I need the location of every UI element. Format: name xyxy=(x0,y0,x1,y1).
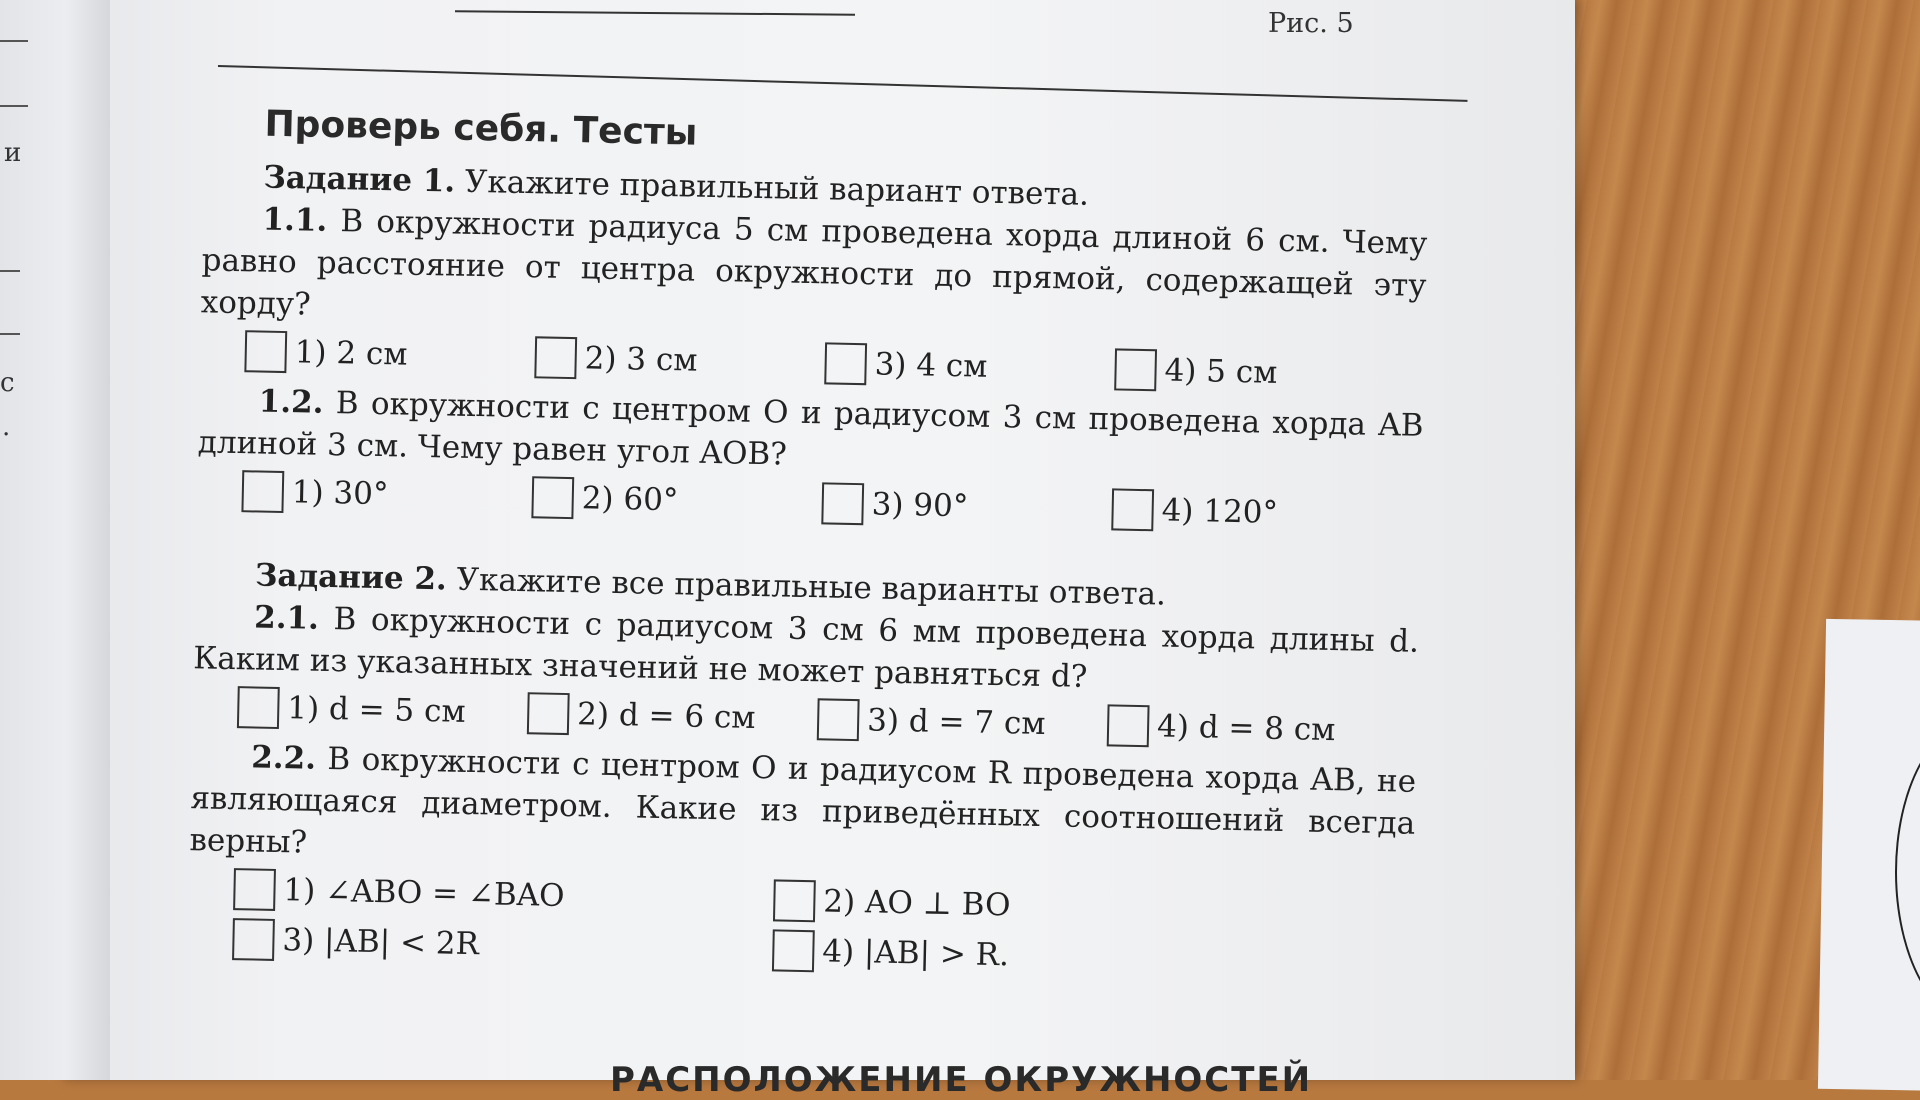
line-fragment xyxy=(0,40,28,42)
answer-checkbox[interactable] xyxy=(1111,488,1154,531)
option[interactable] xyxy=(244,330,535,378)
option[interactable] xyxy=(534,336,825,384)
figure-label: Рис. 5 xyxy=(1268,8,1354,39)
option-label: 3) 90° xyxy=(871,486,969,525)
left-page-edge xyxy=(0,0,110,1080)
option-label: 2) 60° xyxy=(581,480,679,519)
text-fragment: . xyxy=(2,412,11,442)
answer-checkbox[interactable] xyxy=(824,342,867,385)
option-label: 4) |AB| > R. xyxy=(821,933,1010,974)
option[interactable] xyxy=(1111,488,1402,536)
option-label: 1) d = 5 см xyxy=(286,690,466,730)
option[interactable] xyxy=(1114,348,1405,396)
option[interactable] xyxy=(232,918,773,971)
option[interactable] xyxy=(772,929,1313,982)
question-1-1 xyxy=(200,197,1427,349)
answer-checkbox[interactable] xyxy=(534,336,577,379)
answer-checkbox[interactable] xyxy=(1114,348,1157,391)
line-fragment xyxy=(0,270,20,272)
answer-checkbox[interactable] xyxy=(531,476,574,519)
line-fragment xyxy=(0,333,20,335)
answer-checkbox[interactable] xyxy=(821,482,864,525)
question-number: 2.1. xyxy=(253,599,320,637)
answer-checkbox[interactable] xyxy=(772,929,815,972)
option[interactable] xyxy=(531,476,822,524)
question-number: 1.2. xyxy=(258,383,324,421)
text-fragment: с xyxy=(0,368,15,398)
answer-checkbox[interactable] xyxy=(817,698,860,741)
question-2-2 xyxy=(189,735,1416,887)
option-label: 2) d = 6 см xyxy=(576,696,756,736)
option-label: 4) d = 8 см xyxy=(1156,708,1336,749)
answer-checkbox[interactable] xyxy=(233,868,276,911)
option[interactable] xyxy=(237,686,528,734)
option-label: 1) 30° xyxy=(291,474,389,513)
question-number: 1.1. xyxy=(262,201,328,239)
question-text: В окружности с радиусом 3 см 6 мм проведена хорда длины d. Каким из указанных значений не может равняться d? xyxy=(192,601,1420,695)
option[interactable] xyxy=(824,342,1115,390)
task2-instruction: Укажите все правильные варианты ответа. xyxy=(456,561,1167,613)
question-text: В окружности радиуса 5 см проведена хорда длиной 6 см. Чему равно расстояние от центра окружности до прямой, содержащей эту хорду? xyxy=(200,203,1428,323)
answer-checkbox[interactable] xyxy=(232,918,275,961)
task1-label: Задание 1. xyxy=(263,159,456,200)
option[interactable] xyxy=(773,879,1314,932)
answer-line xyxy=(455,10,855,15)
text-fragment: и xyxy=(4,138,22,168)
line-fragment xyxy=(0,105,28,107)
option-label: 2) 3 см xyxy=(584,340,698,379)
option-label: 3) |AB| < 2R xyxy=(282,922,480,963)
option[interactable] xyxy=(821,482,1112,530)
option-label: 3) d = 7 см xyxy=(866,702,1046,743)
option-label: 1) ∠ABO = ∠BAO xyxy=(283,872,565,915)
test-content xyxy=(172,102,1430,993)
option-label: 3) 4 см xyxy=(874,346,988,385)
task1-instruction: Укажите правильный вариант ответа. xyxy=(464,163,1090,213)
option[interactable] xyxy=(817,698,1108,746)
option-label: 2) AO ⊥ BO xyxy=(823,883,1011,924)
answer-checkbox[interactable] xyxy=(244,330,287,373)
answer-checkbox[interactable] xyxy=(773,879,816,922)
answer-checkbox[interactable] xyxy=(237,686,280,729)
option-label: 4) 120° xyxy=(1161,492,1279,531)
section-title: Проверь себя. Тесты xyxy=(264,103,698,154)
question-number: 2.2. xyxy=(250,739,317,777)
option[interactable] xyxy=(527,692,818,740)
next-section-heading: РАСПОЛОЖЕНИЕ ОКРУЖНОСТЕЙ xyxy=(610,1060,1313,1100)
option[interactable] xyxy=(241,470,532,518)
answer-checkbox[interactable] xyxy=(1107,704,1150,747)
question-text: В окружности с центром O и радиусом R проведена хорда AB, не являющаяся диаметром. Какие из приведённых соотношений всегда верны? xyxy=(189,741,1417,861)
option-label: 4) 5 см xyxy=(1164,352,1278,391)
task2-label: Задание 2. xyxy=(254,557,448,598)
answer-checkbox[interactable] xyxy=(527,692,570,735)
question-text: В окружности с центром O и радиусом 3 см проведена хорда AB длиной 3 см. Чему равен угол AOB? xyxy=(197,385,1424,473)
answer-checkbox[interactable] xyxy=(241,470,284,513)
option-label: 1) 2 см xyxy=(294,334,408,373)
option[interactable] xyxy=(233,868,774,921)
option[interactable] xyxy=(1107,704,1398,752)
answer-line xyxy=(218,65,1468,102)
